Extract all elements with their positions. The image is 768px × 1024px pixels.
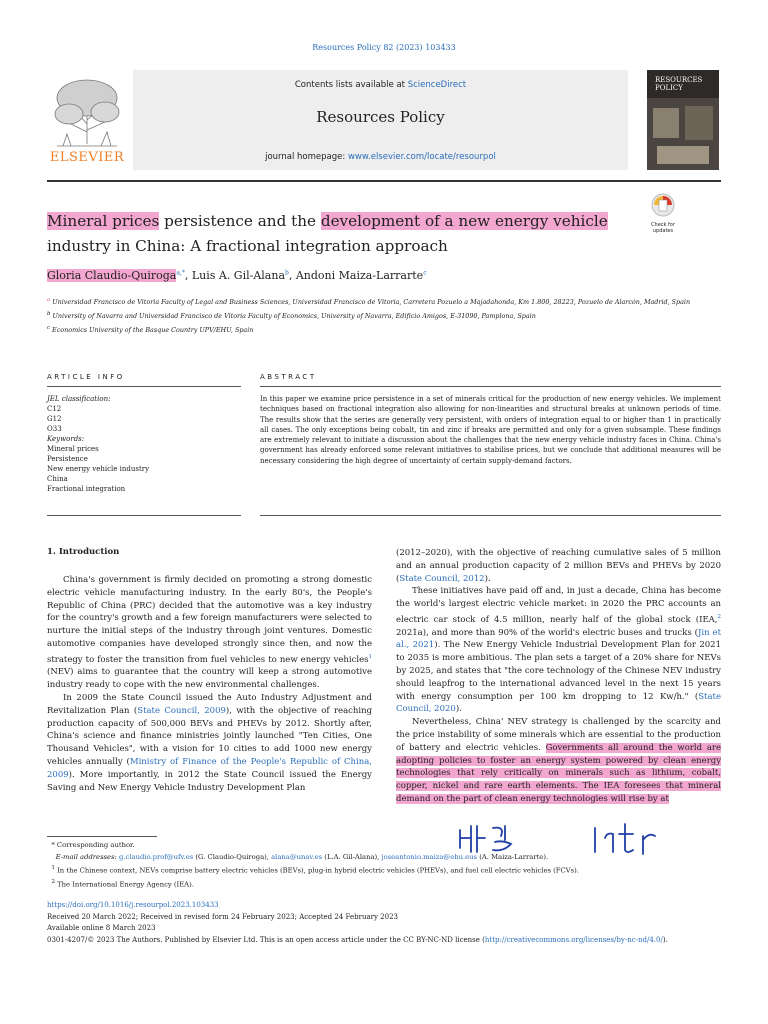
jel-code: G12: [47, 415, 62, 423]
paragraph: In 2009 the State Council issued the Auto Industry Adjustment and Revitalization Plan (State Council, 2009), with the objective of reaching production capacity of 500,000 BEVs and PHEVs by 2012. Shortly after, China's science and finance ministries jointly launched "Ten Cities, One Thousand Vehicles", with a vision for 10 cities to add 1000 new energy vehicles annually (Ministry of Finance of the People's Republic of China, 2009). More importantly, in 2012 the State Council issued the Energy Saving and New Energy Vehicle Industry Development Plan: [47, 693, 373, 793]
license-link[interactable]: http://creativecommons.org/licenses/by-nc-nd/4.0/: [484, 935, 663, 944]
body-column-right: [396, 547, 721, 806]
keyword: Mineral prices: [47, 445, 99, 453]
footnote-emails: E-mail addresses: g.claudio.prof@ufv.es (G. Claudio-Quiroga), alana@unav.es (L.A. Gil-Alana), joseantonio.maiza@ehu.eus (A. Maiza-Larrarte).: [55, 852, 549, 861]
paragraph: These initiatives have paid off and, in just a decade, China has become the world's largest electric vehicle market: in 2020 the PRC accounts an electric car stock of 4.5 million, nearly half of the global stock (IEA,$^2$ 2021a), and more than 90% of the world's electric buses and trucks (Jin et al., 2021). The New Energy Vehicle Industrial Development Plan for 2021 to 2035 is more ambitious. The plan sets a target of a 20% share for NEVs by 2025, and states that "the core technology of the Chinese NEV industry should leapfrog to the international advanced level in the next 15 years with energy consumption per 100 km dropping to 12 Kw/h." (State Council, 2020).: [396, 586, 722, 715]
affiliation-b: $^b$ University of Navarra and Universidad Francisco de Vitoria Faculty of Economics, University of Navarra, Edificio Amigos, E-31090, Pamplona, Spain: [47, 311, 536, 321]
divider: [47, 386, 241, 387]
affiliations: [47, 294, 727, 336]
license-text: 0301-4207/© 2023 The Authors. Published by Elsevier Ltd. This is an open access article under the CC BY-NC-ND license (http://creativecommons.org/licenses/by-nc-nd/4.0/).: [47, 935, 668, 944]
author-list: [47, 269, 427, 282]
doi-link[interactable]: https://doi.org/10.1016/j.resourpol.2023.103433: [47, 901, 219, 909]
divider: [260, 386, 721, 387]
abstract-heading: ABSTRACT: [260, 373, 317, 381]
contents-prefix: Contents lists available at: [294, 80, 408, 90]
title-highlight-1: Mineral prices: [47, 212, 160, 230]
journal-name: Resources Policy: [316, 108, 445, 126]
abstract-text: In this paper we examine price persistence in a set of minerals critical for the production of new energy vehicles. We implement techniques based on fractional integration also allowing for non-linearities and structural breaks at unknown periods of time. The results show that the series are generally very persistent, with orders of integration equal to or higher than 1 in practically all cases. The only exceptions being cobalt, tin and zinc if breaks are permitted and only for a given subsample. These findings are extremely relevant to initiate a discussion about the challenges that the new energy vehicle industry faces in China. China's government has already enforced some relevant initiatives to stabilise prices, but we conclude that additional measures will be necessary considering the high degree of uncertainty of certain supply-demand factors.: [260, 395, 721, 465]
cover-title: RESOURCES POLICY: [655, 76, 703, 92]
check-for-updates-badge[interactable]: [648, 192, 678, 232]
contents-line: [133, 80, 628, 90]
keyword: Fractional integration: [47, 485, 126, 493]
footnote-ref[interactable]: 2: [717, 613, 721, 620]
footnote-2: $^2$ The International Energy Agency (IEA).: [51, 878, 194, 889]
check-updates-label: Check for updates: [651, 222, 675, 234]
online-date: Available online 8 March 2023: [47, 924, 156, 932]
jel-label: JEL classification:: [47, 395, 111, 403]
journal-cover-image[interactable]: [647, 70, 719, 170]
footnote-rule: [47, 836, 157, 837]
paragraph: China's government is firmly decided on promoting a strong domestic electric vehicle manufacturing industry. In the early 80's, the People's Republic of China (PRC) decided that the automotive was a key industry for the country's growth and a few foreign manufacturers were selected to nurture the initial steps of the industry through joint ventures. Domestic automotive companies have developed strongly since then, and now the strategy to foster the transition from fuel vehicles to new energy vehicles$^1$ (NEV) aims to guarantee that the country will keep a strong automotive industry ready to cope with the new environmental challenges.: [47, 575, 372, 691]
publication-info: [47, 900, 727, 946]
author-3[interactable]: , Andoni Maiza-Larrarte: [288, 269, 424, 282]
cover-photo-icon: [647, 98, 719, 170]
sciencedirect-link[interactable]: ScienceDirect: [407, 80, 467, 90]
affiliation-a: $^a$ Universidad Francisco de Vitoria Faculty of Legal and Business Sciences, Universidad Francisco de Vitoria, Carretera Pozuelo a Majadahonda, Km 1.800, 28223, Pozuelo de Alarcón, Madrid, Spain: [47, 297, 691, 307]
article-info-block: [47, 394, 242, 494]
affiliation-c: $^c$ Economics University of the Basque Country UPV/EHU, Spain: [47, 325, 254, 335]
jel-code: C12: [47, 405, 62, 413]
highlighted-passage: Governments all around the world are adopting policies to foster an energy system powered by clean energy technologies that rely critically on minerals such as lithium, cobalt, copper, nickel and rare earth elements. The IEA foresees that mineral demand on the part of clean energy technologies will rise by at: [396, 742, 721, 804]
email-link[interactable]: g.claudio.prof@ufv.es: [119, 852, 194, 861]
title-rest: industry in China: A fractional integration approach: [47, 237, 448, 255]
title-highlight-2: development of a new energy vehicle: [320, 212, 608, 230]
footnote-1: $^1$ In the Chinese context, NEVs comprise battery electric vehicles (BEVs), plug-in hybrid electric vehicles (PHEVs), and fuel cell electric vehicles (FCVs).: [51, 865, 579, 875]
divider: [260, 515, 721, 516]
check-updates-icon: [648, 192, 678, 218]
homepage-link[interactable]: www.elsevier.com/locate/resourpol: [347, 152, 496, 162]
author-2[interactable]: , Luis A. Gil-Alana: [184, 269, 286, 282]
keyword: China: [47, 475, 68, 483]
email-link[interactable]: alana@unav.es: [271, 852, 323, 861]
journal-citation[interactable]: Resources Policy 82 (2023) 103433: [312, 43, 456, 52]
paragraph: (2012–2020), with the objective of reaching cumulative sales of 5 million and an annual production capacity of 2 million BEVs and PHEVs by 2020 (State Council, 2012).: [396, 548, 721, 584]
homepage-prefix: journal homepage:: [265, 152, 348, 162]
body-column-left: [47, 574, 372, 794]
keywords-label: Keywords:: [47, 435, 85, 443]
received-dates: Received 20 March 2022; Received in revised form 24 February 2023; Accepted 24 February 2023: [47, 912, 398, 921]
citation-link[interactable]: State Council, 2009: [137, 705, 226, 716]
citation-link[interactable]: State Council, 2012: [399, 573, 485, 584]
publisher-name: ELSEVIER: [49, 150, 125, 165]
keyword: New energy vehicle industry: [47, 465, 150, 473]
header-rule: [47, 180, 721, 182]
title-part: persistence and the: [159, 212, 321, 230]
citation-link[interactable]: Ministry of Finance of the People's Republic of China, 2009: [47, 756, 372, 780]
jel-code: O33: [47, 425, 62, 433]
author-1[interactable]: Gloria Claudio-Quiroga: [47, 269, 177, 282]
section-heading-introduction: 1. Introduction: [47, 547, 120, 557]
footnotes: [47, 840, 727, 891]
article-title: [47, 209, 627, 259]
citation-link[interactable]: State Council, 2020: [396, 691, 721, 715]
paragraph: Nevertheless, China' NEV strategy is challenged by the scarcity and the price instability of some minerals which are essential to the production of battery and electric vehicles. Governments all around the world are adopting policies to foster an energy system powered by clean energy technologies that rely critically on minerals such as lithium, cobalt, copper, nickel and rare earth elements. The IEA foresees that mineral demand on the part of clean energy technologies will rise by at: [396, 717, 721, 804]
footnote-corresponding: * Corresponding author.: [47, 841, 135, 849]
homepage-line: [133, 152, 628, 162]
email-link[interactable]: joseantonio.maiza@ehu.eus: [381, 852, 478, 861]
keyword: Persistence: [47, 455, 88, 463]
author-1-affil[interactable]: a,*: [176, 269, 185, 277]
author-3-affil[interactable]: c: [423, 269, 427, 277]
citation-link[interactable]: Jin et al., 2021: [396, 627, 721, 651]
author-2-affil[interactable]: b: [285, 269, 289, 277]
footnote-ref[interactable]: 1: [368, 653, 372, 660]
article-info-heading: ARTICLE INFO: [47, 373, 125, 381]
divider: [47, 515, 241, 516]
